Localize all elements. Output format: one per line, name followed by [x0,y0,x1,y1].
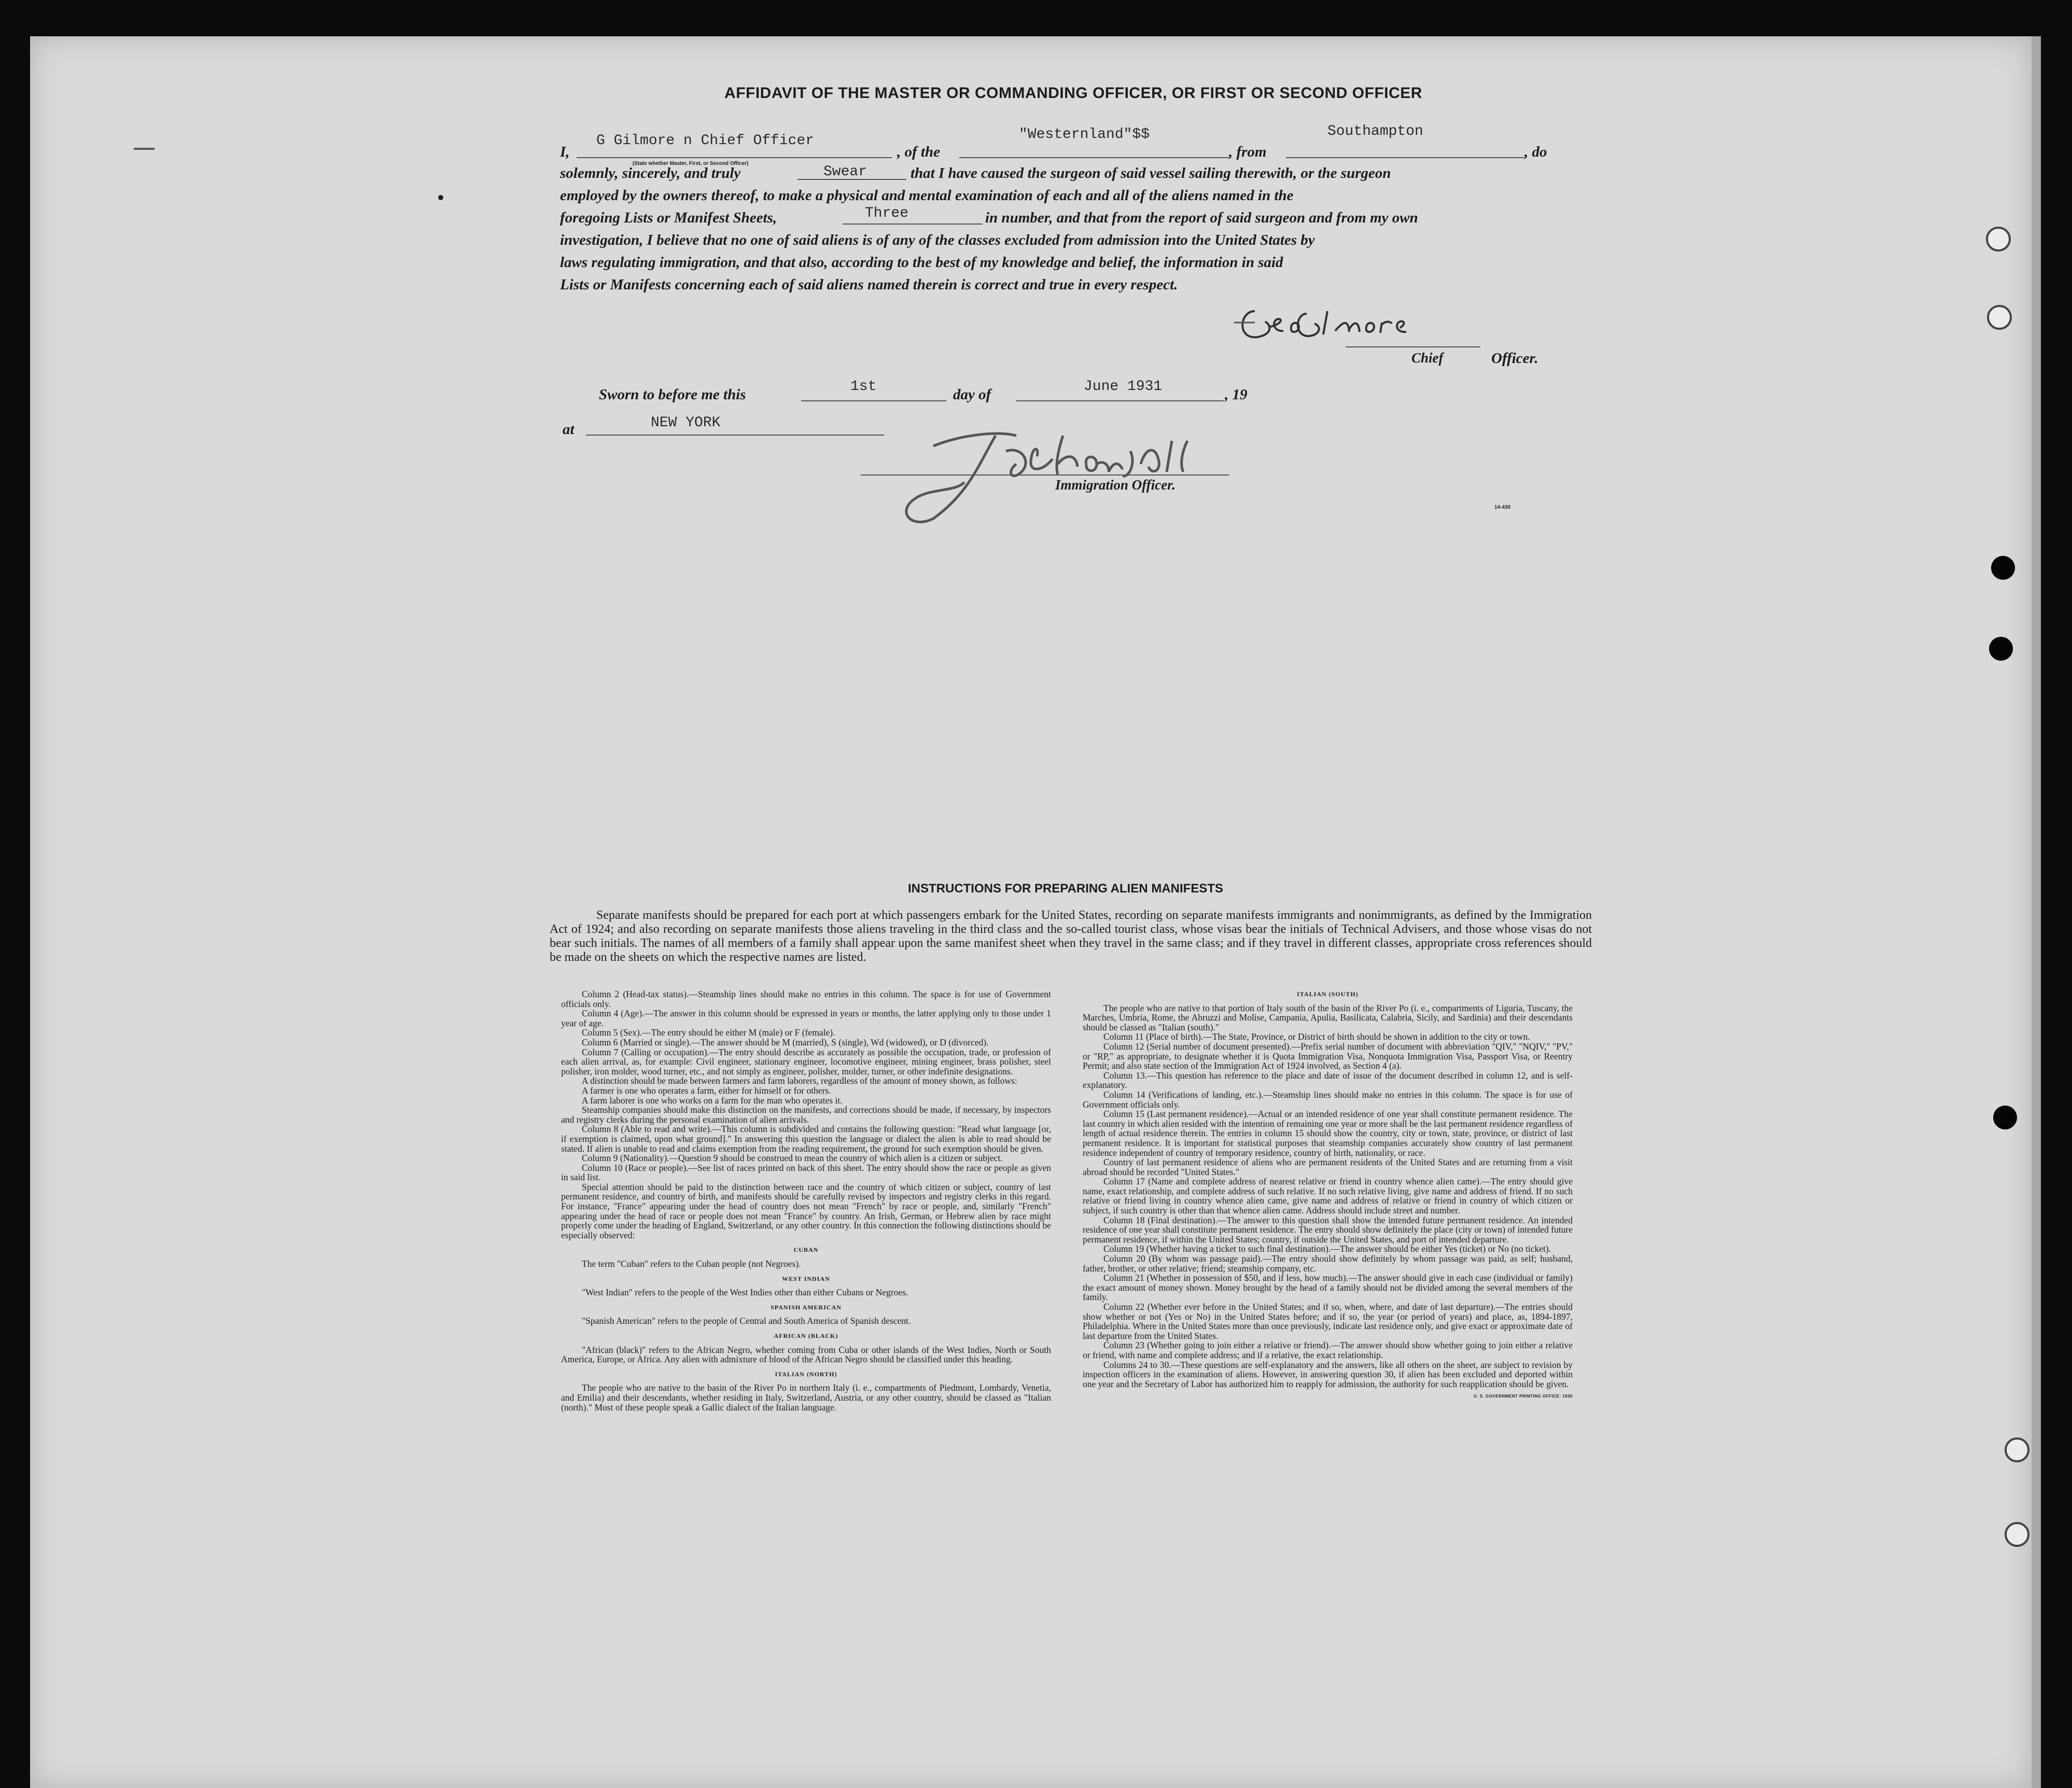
port-line [1286,157,1524,158]
of-the-label: , of the [897,144,940,160]
instructions-left-column [561,989,1051,1412]
italian-north-text: The people who are native to the basin of the River Po in northern Italy (i. e., compartments of Piedmont, Lombardy, Venetia, and Emilia) and their descendants, whether residing in Italy, Switzerland, Austria, or any other country, should be classed as "Italian (north)." Most of these people speak a Gallic dialect of the Italian language. [561,1382,1051,1413]
day-value: 1st [850,379,877,395]
immigration-label: Immigration Officer. [1055,477,1176,493]
location: NEW YORK [651,415,721,431]
sheet-count-line [843,224,983,225]
spanish-american-heading: SPANISH AMERICAN [771,1303,842,1311]
state-note: (State whether Master, First, or Second Officer) [633,161,749,166]
affidavit-line-2a: solemnly, sincerely, and truly [560,165,741,181]
affidavit-line-7: Lists or Manifests concerning each of said aliens named therein is correct and true in every respect. [560,276,1178,293]
right-paragraph: Column 21 (Whether in possession of $50, and if less, how much).—The answer should give in each case (individual or family) the exact amount of money shown. Money brought by the head of a family should not be divided among the several members of the family. [1083,1273,1573,1303]
signer-rank: Chief [1411,350,1444,366]
left-paragraph: Column 4 (Age).—The answer in this column should be expressed in years or months, the latter applying only to those under 1 year of age. [561,1008,1051,1028]
binder-hole [1986,227,2011,252]
instructions-intro: Separate manifests should be prepared for each port at which passengers embark for the United States, recording on separate manifests immigrants and nonimmigrants, as defined by the Immigration Act of 1924; and also recording on separate manifests those aliens traveling in the third class and the so-called tourist class, whose visas bear the initials of Technical Advisers, and those whose visas do not bear such initials. The names of all members of a family shall appear upon the same manifest sheet when they travel in the same class; and if they travel in different classes, appropriate cross references should be made on the sheets on which the respective names are listed. [550,909,1592,964]
spanish-american-text: "Spanish American" refers to the people of Central and South America of Spanish descent. [582,1316,911,1326]
african-text: "African (black)" refers to the African Negro, whether coming from Cuba or other islands of the West Indies, North or South America, Europe, or Africa. Any alien with admixture of blood of the African Negro should be classified under this heading. [561,1344,1051,1365]
margin-dot [438,195,443,200]
affidavit-line-4b: in number, and that from the report of said surgeon and from my own [985,209,1418,226]
right-paragraph: Country of last permanent residence of aliens who are permanent residents of the United States and are returning from a visit abroad should be recorded "United States." [1083,1157,1573,1177]
do-label: , do [1524,144,1547,160]
binder-hole [1993,1106,2017,1129]
binder-hole [1989,637,2013,661]
sheet-count: Three [865,205,909,221]
left-paragraph: A farmer is one who operates a farm, either for himself or for others. [582,1085,831,1096]
right-paragraph: The people who are native to that portion of Italy south of the basin of the River Po (i. e., compartments of Liguria, Tuscany, the Marches, Umbria, Rome, the Abruzzi and Molise, Campania, Apulia, Basilicata, Calabria, Sicily, and Sardinia) and their descendants should be classed as "Italian (south)." [1083,1002,1573,1032]
left-paragraph: A farm laborer is one who works on a farm for the man who operates it. [582,1095,843,1106]
affidavit-line-4a: foregoing Lists or Manifest Sheets, [560,209,777,226]
oath-word: Swear [823,164,867,180]
left-paragraph: Column 2 (Head-tax status).—Steamship lines should make no entries in this column. The space is for use of Government officials only. [561,989,1051,1009]
gpo-note: U. S. GOVERNMENT PRINTING OFFICE: 1930 [1473,1394,1573,1399]
left-paragraph: Column 10 (Race or people).—See list of races printed on back of this sheet. The entry should show the race or people as given in said list. [561,1162,1051,1183]
instructions-title: INSTRUCTIONS FOR PREPARING ALIEN MANIFESTS [907,882,1223,896]
right-paragraph: Column 11 (Place of birth).—The State, Province, or District of birth should be shown in addition to the city or town. [1103,1031,1530,1042]
immigration-signature-line [861,474,1229,476]
left-paragraph: Steamship companies should make this distinction on the manifests, and corrections should be made, if necessary, by inspectors and registry clerks during the personal examination of alien arrivals. [561,1105,1051,1125]
right-paragraph: Column 18 (Final destination).—The answer to this question shall show the intended future permanent residence. An intended residence of one year shall constitute permanent residence. The entry should show definitely the place (city or town) of intended future permanent residence, if within the United States; country, if outside the United States, and port of intended departure. [1083,1214,1573,1245]
officer-signature [1234,290,1462,353]
instructions-right-column [1083,984,1573,1402]
ship-name: "Westernland"$$ [1019,127,1150,143]
page-edge [2032,36,2041,1788]
affidavit-line-6: laws regulating immigration, and that also, according to the best of my knowledge and belief, the information in said [560,254,1283,271]
day-of-label: day of [953,386,991,403]
right-paragraph: Column 14 (Verifications of landing, etc.).—Steamship lines should make no entries in this column. The space is for use of Government officials only. [1083,1089,1573,1110]
left-paragraph: Column 6 (Married or single).—The answer should be M (married), S (single), Wd (widowed), or D (divorced). [582,1037,989,1047]
month-line [1016,400,1224,401]
officer-name: G Gilmore n Chief Officer [596,133,815,149]
left-paragraph: Column 5 (Sex).—The entry should be either M (male) or F (female). [582,1027,835,1038]
i-word: I, [560,144,570,160]
affidavit-title: AFFIDAVIT OF THE MASTER OR COMMANDING OFFICER, OR FIRST OR SECOND OFFICER [724,85,1422,102]
african-heading: AFRICAN (BLACK) [774,1332,838,1339]
right-paragraph: Column 17 (Name and complete address of nearest relative or friend in country whence alien came).—The entry should give name, exact relationship, and complete address of such relative. If no such relative living, give name and address of friend. If no such relative or friend living in country whence alien came, give name and address of relative or friend in country of which citizen or subject, if such country is other than that whence alien came. Address should include street and number. [1083,1176,1573,1216]
west-indian-heading: WEST INDIAN [782,1275,830,1282]
right-paragraph: Column 23 (Whether going to join either a relative or friend).—The answer should show whether going to join either a relative or friend, with name and complete address; and if a relative, the exact relationship. [1083,1340,1573,1360]
officer-name-line [577,157,892,158]
binder-hole [1991,556,2015,580]
affidavit-line-3: employed by the owners thereof, to make a physical and mental examination of each and all of the aliens named in the [560,187,1294,204]
month-year: June 1931 [1084,379,1163,395]
left-paragraph: Column 7 (Calling or occupation).—The entry should describe as accurately as possible the occupation, trade, or profession of each alien arrival, as, for example: Civil engineer, stationary engineer, locomotive engineer, mining engineer, brass polisher, steel polisher, iron molder, wood turner, etc., and not simply as engineer, polisher, molder, turner, or other indefinite designations. [561,1046,1051,1077]
from-label: , from [1229,144,1267,160]
sworn-text: Sworn to before me this [599,386,746,403]
italian-north-heading: ITALIAN (NORTH) [775,1370,837,1378]
right-paragraph: Column 19 (Whether having a ticket to such final destination).—The answer should be either Yes (ticket) or No (no ticket). [1103,1244,1551,1254]
binder-hole [2005,1437,2029,1462]
affidavit-line-5: investigation, I believe that no one of said aliens is of any of the classes excluded from admission into the United States by [560,232,1315,248]
port-name: Southampton [1327,123,1423,139]
right-paragraph: Column 12 (Serial number of document presented).—Prefix serial number of document with abbreviation "QIV," "NQIV," "PV," or "RP," as appropriate, to designate whether it is Quota Immigration Visa, Nonquota Immigration Visa, Passport Visa, or Reentry Permit; and also state section of the Immigration Act of 1924 involved, as Section 4 (a). [1083,1041,1573,1071]
year-prefix: , 19 [1225,386,1248,403]
cuban-heading: CUBAN [793,1246,819,1254]
right-paragraph: Column 22 (Whether ever before in the United States; and if so, when, where, and date of last departure).—The entries should show whether or not (Yes or No) in the United States before; and if so, the year (or period of years) and place, as, 1894-1897, Philadelphia. Where in the United States more than once previously, indicate last residence only, and give exact or approximate date of last departure from the United States. [1083,1302,1573,1341]
left-paragraph: A distinction should be made between farmers and farm laborers, regardless of the amount of money shown, as follows: [582,1075,1017,1086]
italian-south-heading: ITALIAN (SOUTH) [1297,990,1359,998]
right-paragraph: Column 20 (By whom was passage paid).—The entry should show definitely by whom passage was paid, as self; husband, father, brother, or other relative; friend; steamship company, etc. [1083,1253,1573,1274]
day-line [801,400,946,401]
binder-hole [1987,305,2012,330]
left-paragraph: Special attention should be paid to the distinction between race and the country of which citizen or subject, country of last permanent residence, and country of birth, and manifests should be carefully revised by inspectors and registry clerks in this regard. For instance, "France" appearing under the head of country does not mean "French" by race or people, and, similarly "French" appearing under the head of race or people does not mean "France" by country. An Irish, German, or Hebrew alien by race might properly come under the heading of England, Switzerland, or any other country. In this connection the following distinctions should be especially observed: [561,1181,1051,1240]
location-line [586,435,884,436]
ship-name-line [959,157,1229,158]
binder-hole [2005,1522,2029,1547]
form-number: 14-430 [1494,505,1511,510]
west-indian-text: "West Indian" refers to the people of the West Indies other than either Cubans or Negroes. [582,1287,908,1298]
right-paragraph: Columns 24 to 30.—These questions are self-explanatory and the answers, like all others on the sheet, are subject to revision by inspection officers in the examination of aliens. However, in answering question 30, if alien has been excluded and deported within one year and the Secretary of Labor has authorized him to reapply for admission, the authority for such reapplication should be given. [1083,1359,1573,1389]
cuban-text: The term "Cuban" refers to the Cuban people (not Negroes). [582,1259,801,1269]
right-paragraph: Column 15 (Last permanent residence).—Actual or an intended residence of one year shall constitute permanent residence. The last country in which alien resided with the intention of remaining one year or more shall be the last permanent residence regardless of length of actual residence therein. The entries in column 15 should show the country, city or town, state, province, or district of last permanent residence. It is important for statistical purposes that steamship companies accurately show country of last permanent residence independent of country of temporary residence, country of birth, nationality, or race. [1083,1109,1573,1158]
affidavit-line-2b: that I have caused the surgeon of said vessel sailing therewith, or the surgeon [911,165,1391,181]
officer-signature-line [1346,346,1480,347]
left-paragraph: Column 8 (Able to read and write).—This column is subdivided and contains the following question: "Read what language [or, if exemption is claimed, upon what ground]." In answering this question the language or dialect the alien is able to read should be stated. If alien is unable to read and claims exemption from the reading requirement, the ground for such exemption should be given. [561,1124,1051,1154]
at-label: at [563,421,575,438]
left-paragraph: Column 9 (Nationality).—Question 9 should be construed to mean the country of which alien is a citizen or subject. [582,1153,1003,1164]
officer-label: Officer. [1491,350,1538,367]
margin-mark [134,148,155,150]
right-paragraph: Column 13.—This question has reference to the place and date of issue of the document described in column 12, and is self-explanatory. [1083,1070,1573,1091]
